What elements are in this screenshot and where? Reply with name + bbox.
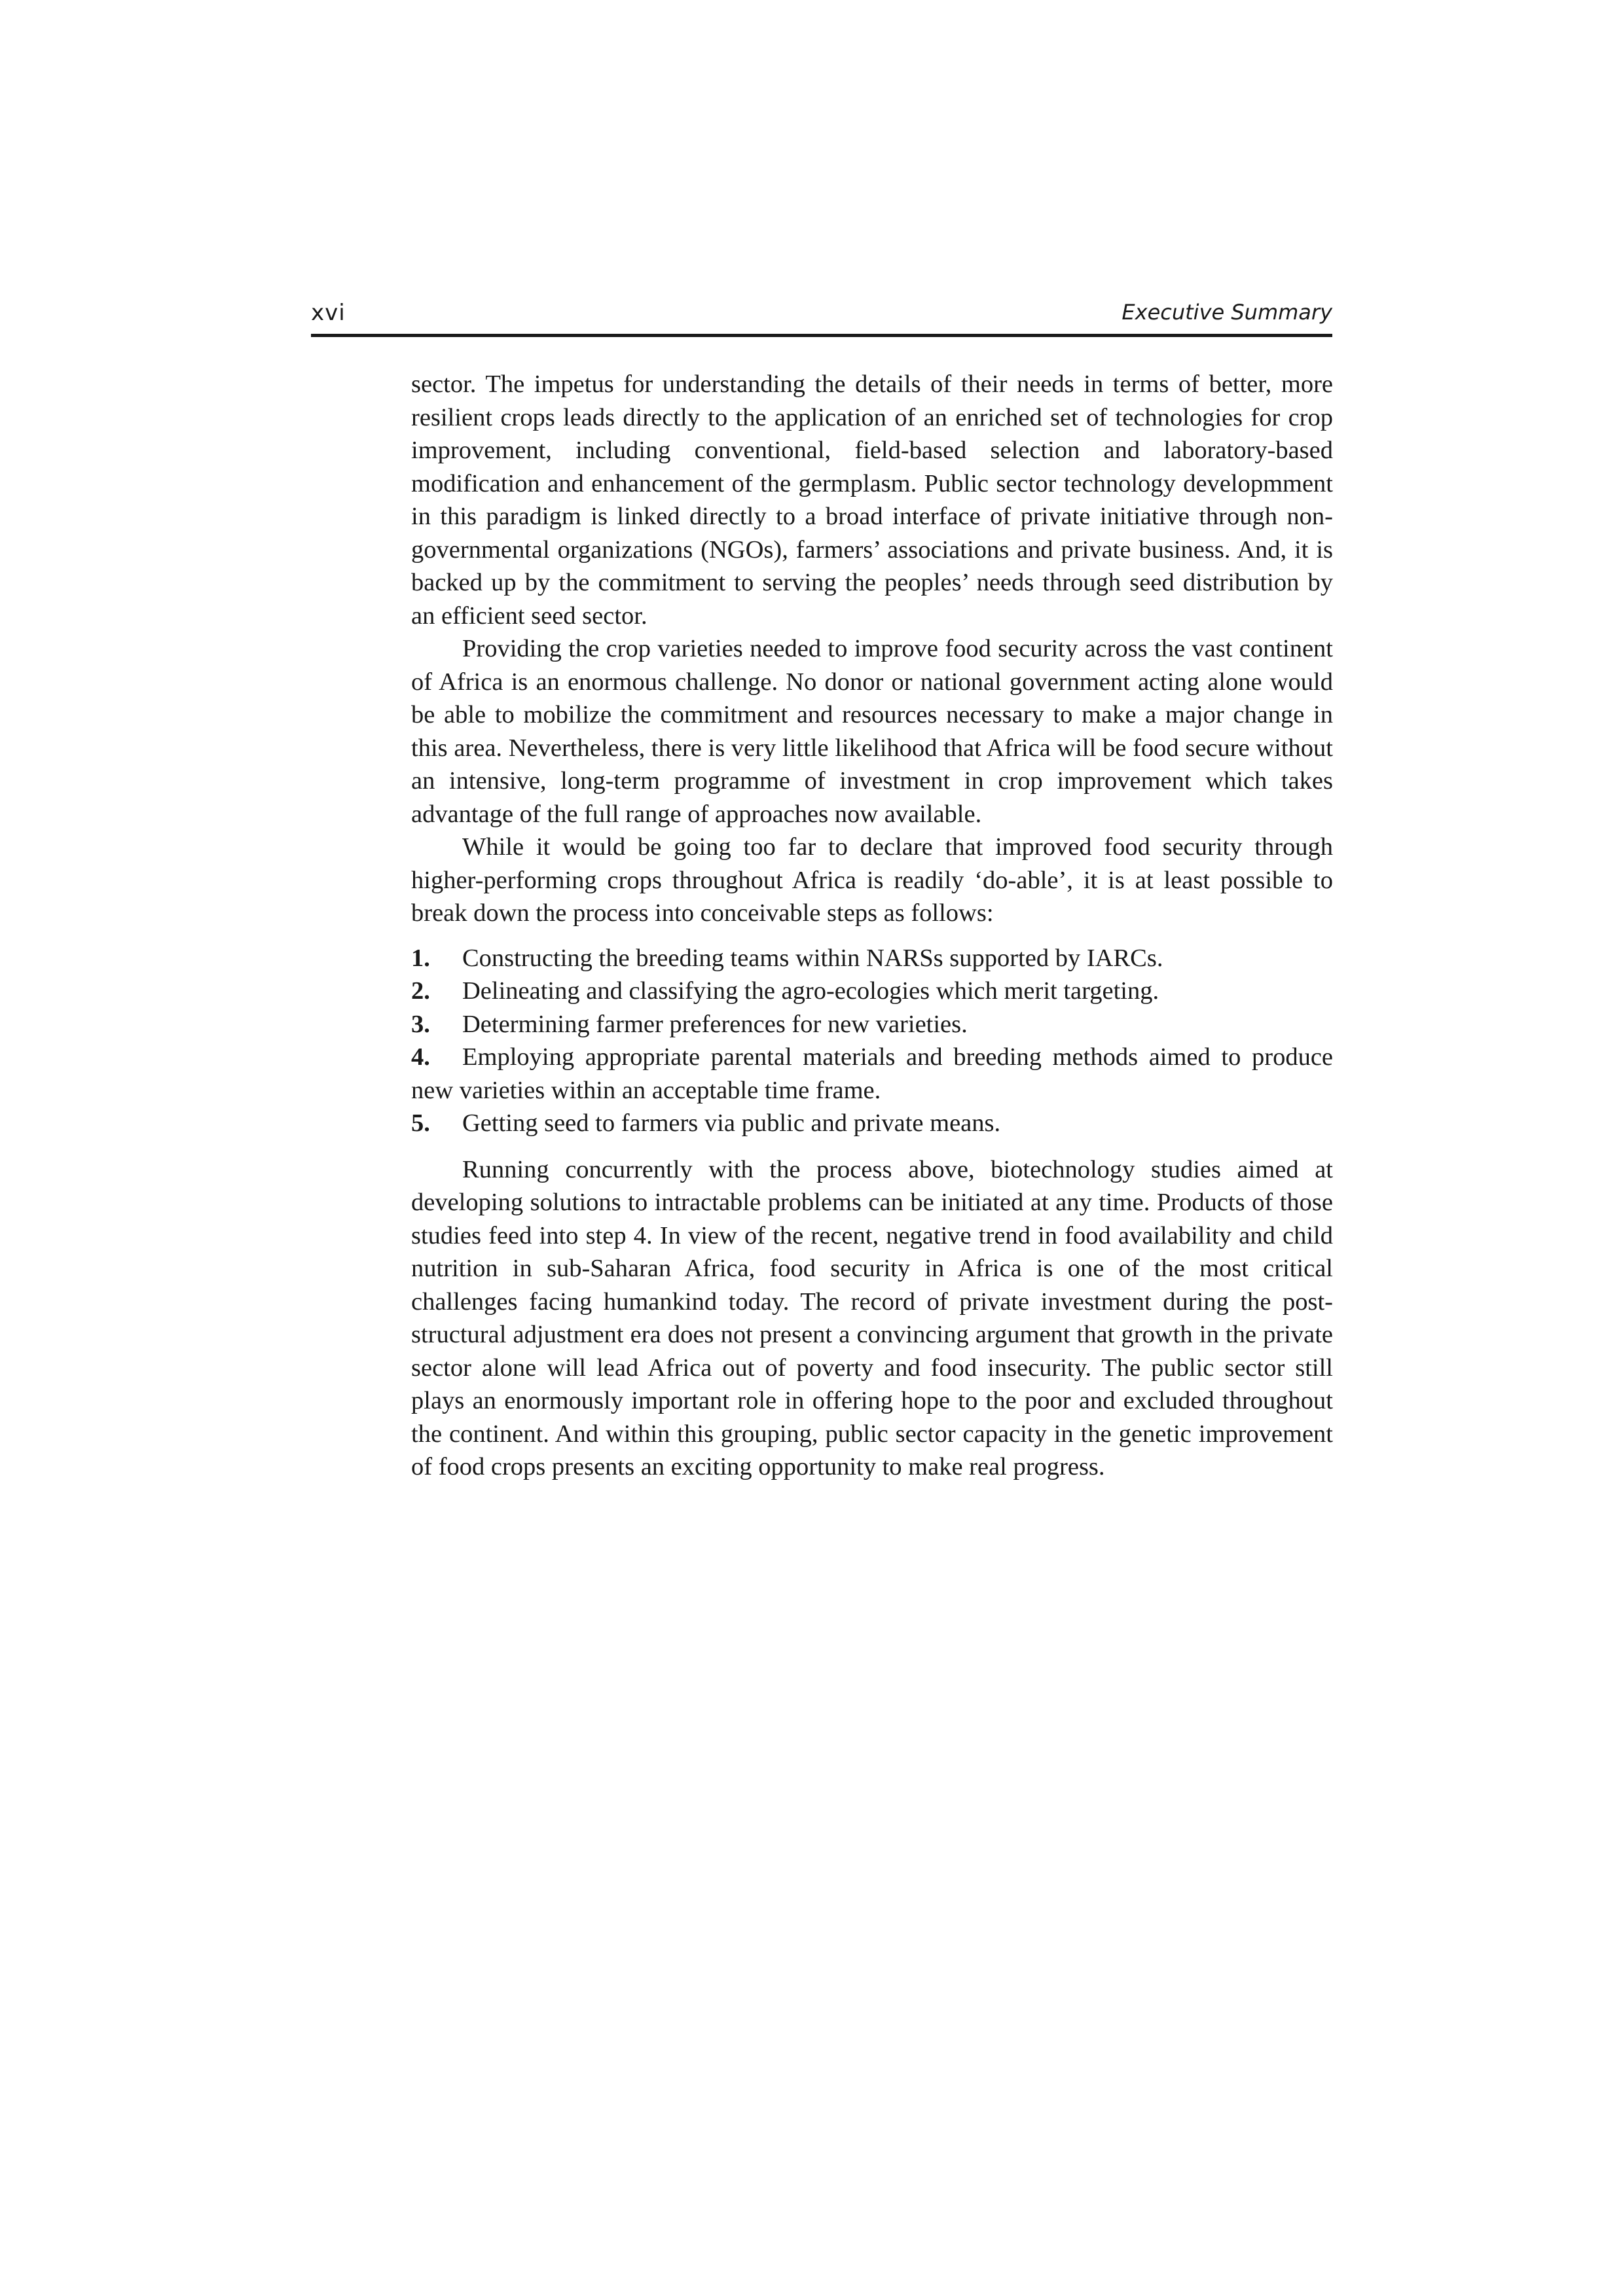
section-title: Executive Summary	[1122, 300, 1332, 325]
page-number: xvi	[311, 300, 346, 326]
paragraph-2: Providing the crop varieties needed to improve food security across the vast continent of Africa is an enormous challenge. No donor or national government acting alone would be able to mobilize the commitment and resources necessary to make a major change in this area. Nevertheless, there is very little likelihood that Africa will be food secure without an intensive, long-term programme of investment in crop improvement which takes advantage of the full range of approaches now available.	[411, 635, 1333, 828]
list-item	[411, 1041, 1333, 1107]
step-number: 1.	[411, 944, 430, 972]
steps-list	[411, 942, 1333, 1140]
list-item	[411, 975, 1333, 1008]
step-text: Delineating and classifying the agro-ecologies which merit targeting.	[462, 977, 1159, 1005]
list-item	[411, 1008, 1333, 1041]
paragraph-1: sector. The impetus for understanding the details of their needs in terms of better, more resilient crops leads directly to the application of an enriched set of technologies for crop improvement, including conventional, field-based selection and laboratory-based modification and enhancement of the germplasm. Public sector technology developmment in this paradigm is linked directly to a broad interface of private initiative through non-governmental organizations (NGOs), farmers’ associations and private business. And, it is backed up by the commitment to serving the peoples’ needs through seed distribution by an efficient seed sector.	[411, 370, 1333, 630]
step-number: 3.	[411, 1010, 430, 1038]
running-header	[311, 295, 1332, 337]
step-text: Determining farmer preferences for new varieties.	[462, 1010, 968, 1038]
step-text: Getting seed to farmers via public and private means.	[462, 1109, 1001, 1137]
list-item	[411, 1107, 1333, 1140]
list-item	[411, 942, 1333, 975]
paragraph-4: Running concurrently with the process above, biotechnology studies aimed at developing solutions to intractable problems can be initiated at any time. Products of those studies feed into step 4. In view of the recent, negative trend in food availability and child nutrition in sub-Saharan Africa, food security in Africa is one of the most critical challenges facing humankind today. The record of private investment during the post-structural adjustment era does not present a convincing argument that growth in the private sector alone will lead Africa out of poverty and food insecurity. The public sector still plays an enormously important role in offering hope to the poor and excluded throughout the continent. And within this grouping, public sector capacity in the genetic improvement of food crops presents an exciting opportunity to make real progress.	[411, 1155, 1333, 1480]
paragraph-3: While it would be going too far to declare that improved food security through higher-performing crops throughout Africa is readily ‘do-able’, it is at least possible to break down the process into conceivable steps as follows:	[411, 833, 1333, 927]
step-number: 4.	[411, 1043, 430, 1071]
body-text	[411, 368, 1333, 1484]
step-number: 2.	[411, 977, 430, 1005]
step-number: 5.	[411, 1109, 430, 1137]
step-text: Employing appropriate parental materials and breeding methods aimed to produce new varieties within an acceptable time frame.	[411, 1043, 1333, 1104]
step-text: Constructing the breeding teams within NARSs supported by IARCs.	[462, 944, 1163, 972]
